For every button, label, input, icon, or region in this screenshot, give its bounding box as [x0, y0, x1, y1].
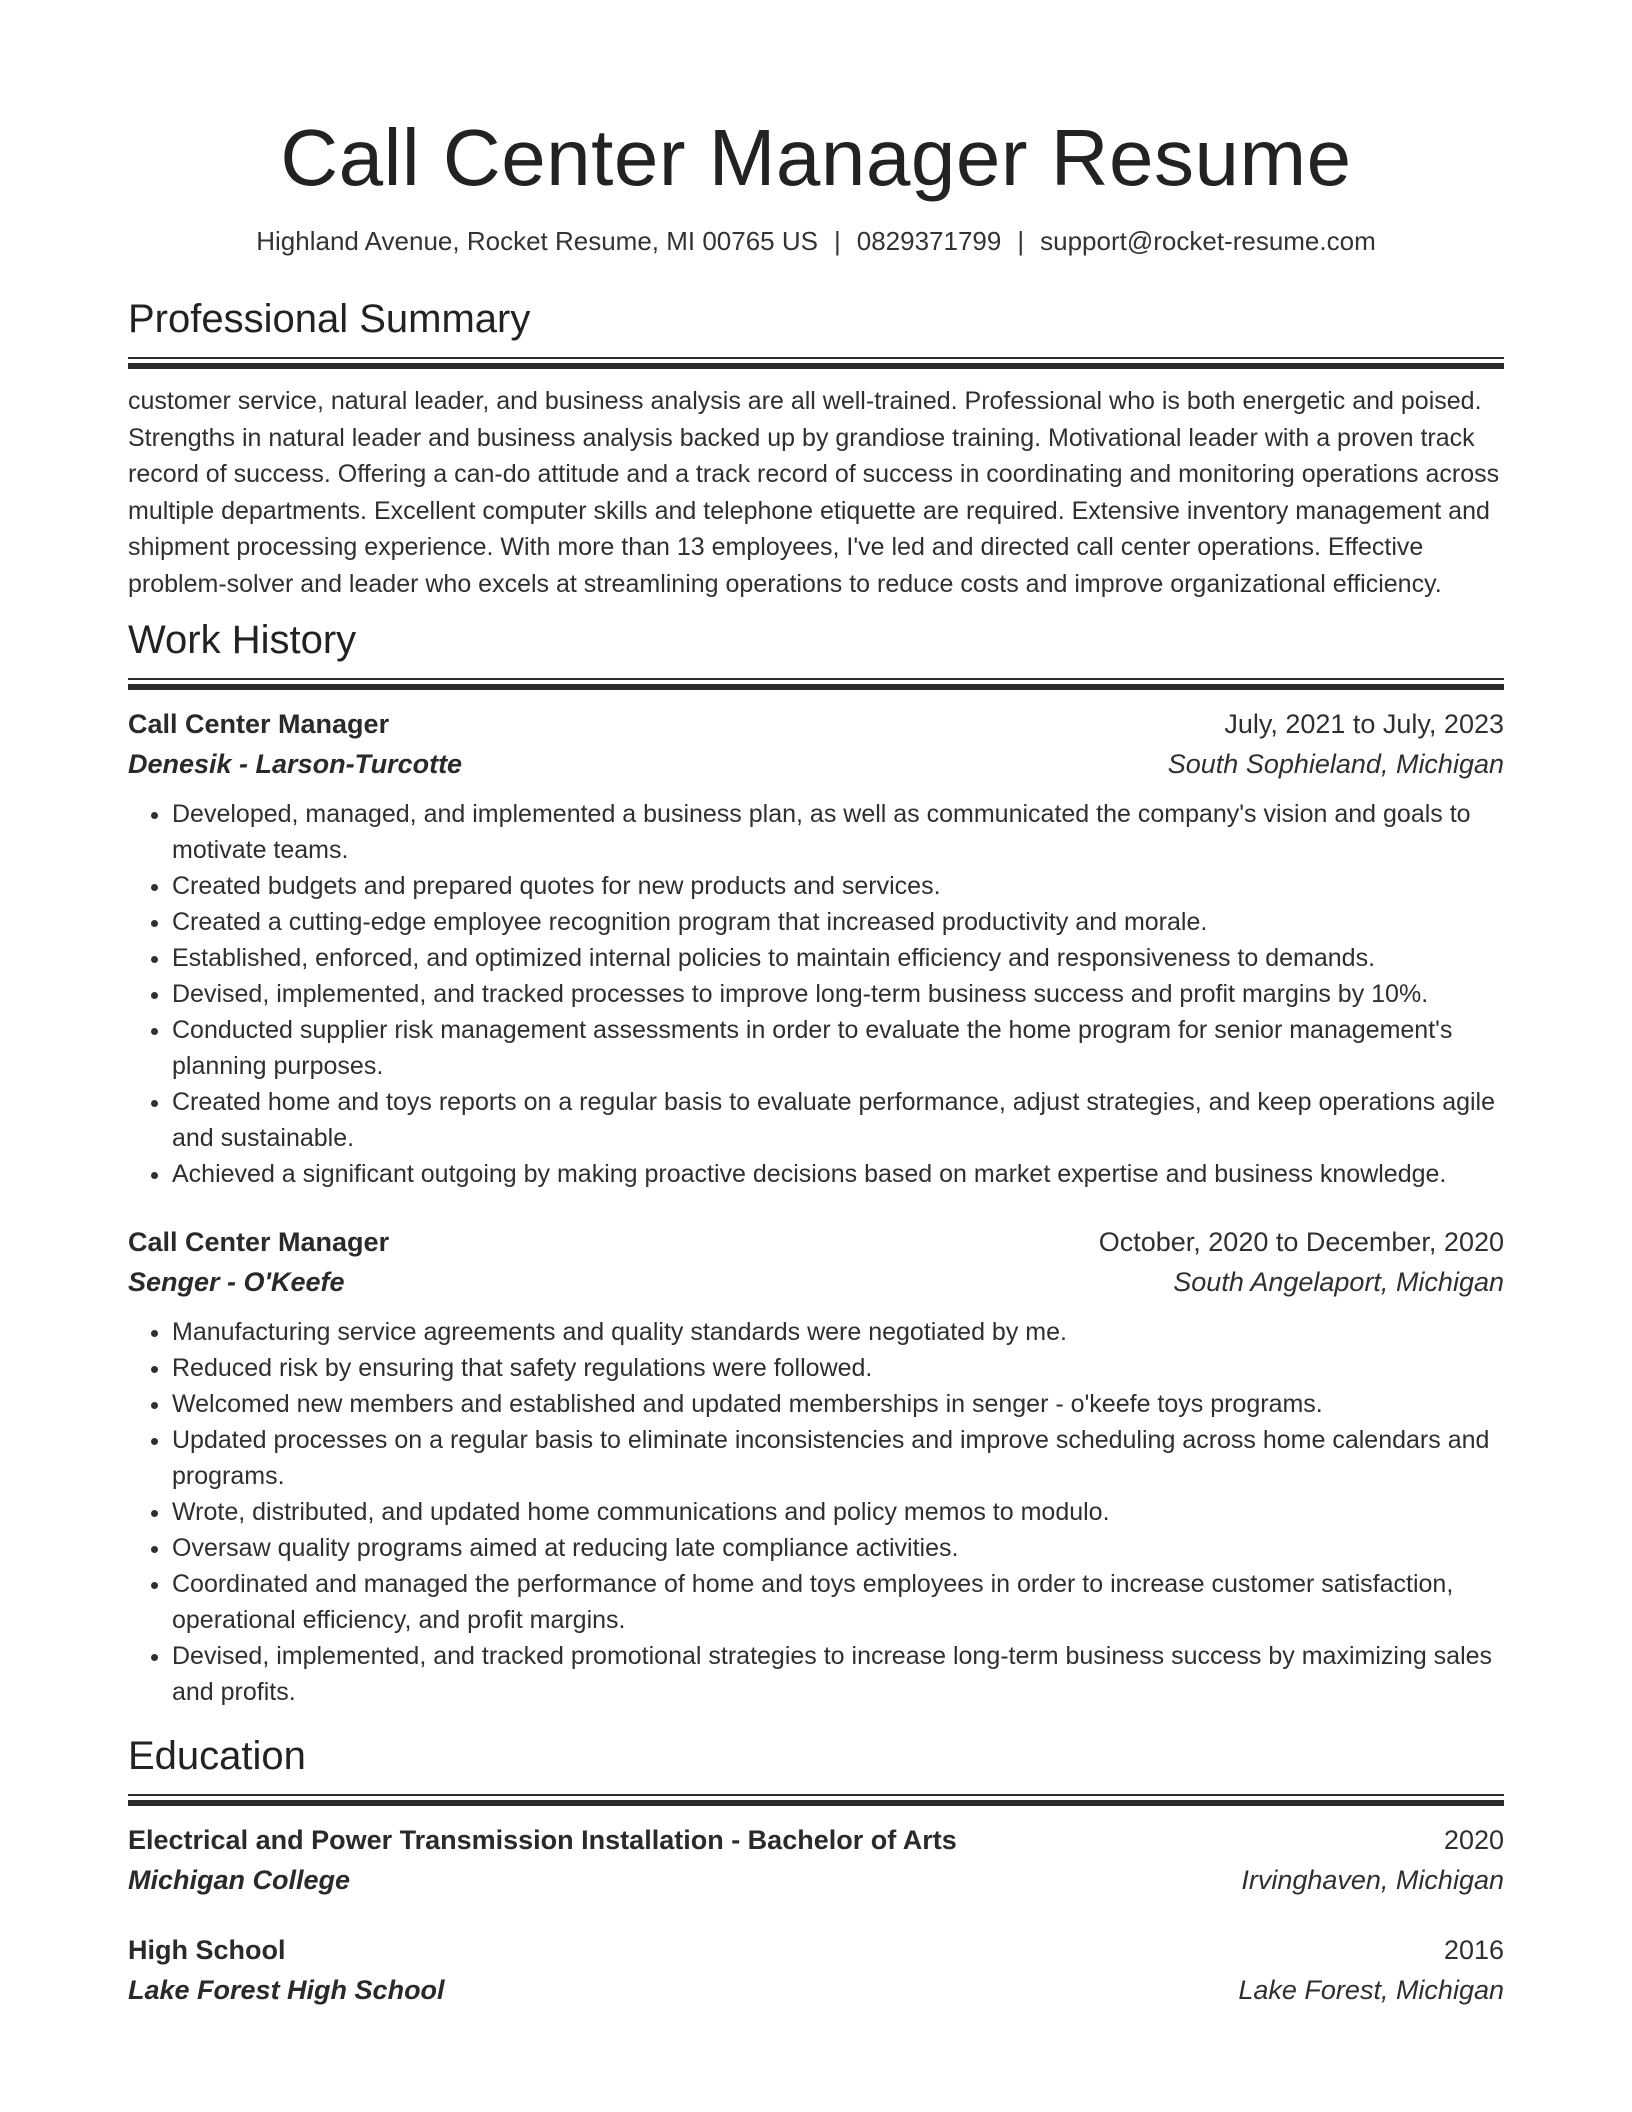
job-entry: [128, 704, 1504, 1192]
list-item: • Created budgets and prepared quotes for new products and services.: [172, 868, 1504, 904]
contact-email[interactable]: support@rocket-resume.com: [1040, 226, 1376, 256]
work-history-section: [128, 616, 1504, 1710]
section-heading-summary: Professional Summary: [128, 297, 531, 342]
list-item: • Achieved a significant outgoing by making proactive decisions based on market expertise and business knowledge.: [172, 1156, 1504, 1192]
list-item: • Conducted supplier risk management assessments in order to evaluate the home program for senior management's planning purposes.: [172, 1012, 1504, 1084]
education-location: Lake Forest, Michigan: [1238, 1975, 1504, 2006]
job-entry: [128, 1222, 1504, 1710]
job-location: South Sophieland, Michigan: [1167, 749, 1504, 780]
job-title: Call Center Manager: [128, 709, 390, 740]
list-item: • Coordinated and managed the performance of home and toys employees in order to increase customer satisfaction, operational efficiency, and profit margins.: [172, 1566, 1504, 1638]
list-item: • Created a cutting-edge employee recognition program that increased productivity and morale.: [172, 904, 1504, 940]
list-item: • Devised, implemented, and tracked processes to improve long-term business success and profit margins by 10%.: [172, 976, 1504, 1012]
list-item: • Wrote, distributed, and updated home communications and policy memos to modulo.: [172, 1494, 1504, 1530]
contact-address: Highland Avenue, Rocket Resume, MI 00765 US: [256, 226, 818, 256]
summary-text: customer service, natural leader, and business analysis are all well-trained. Professional who is both energetic and poised. Strengths in natural leader and business analysis backed up by grandiose training. Motivational leader with a proven track record of success. Offering a can-do attitude and a track record of success in coordinating and monitoring operations across multiple departments. Excellent computer skills and telephone etiquette are required. Extensive inventory management and shipment processing experience. With more than 13 employees, I've led and directed call center operations. Effective problem-solver and leader who excels at streamlining operations to reduce costs and improve organizational efficiency.: [128, 387, 1500, 598]
list-item: • Welcomed new members and established and updated memberships in senger - o'keefe toys programs.: [172, 1386, 1504, 1422]
job-title-row: [128, 704, 1504, 744]
job-dates: July, 2021 to July, 2023: [1224, 709, 1504, 740]
job-company-row: [128, 1262, 1504, 1302]
job-company: Senger - O'Keefe: [128, 1267, 345, 1298]
contact-separator: |: [1017, 226, 1025, 256]
job-location: South Angelaport, Michigan: [1173, 1267, 1504, 1298]
job-bullet-list: [128, 1314, 1504, 1710]
list-item: • Oversaw quality programs aimed at reducing late compliance activities.: [172, 1530, 1504, 1566]
education-school-row: [128, 1970, 1504, 2010]
education-degree-row: [128, 1930, 1504, 1970]
education-year: 2016: [1443, 1935, 1504, 1966]
section-divider: [128, 357, 1504, 369]
list-item: • Established, enforced, and optimized internal policies to maintain efficiency and responsiveness to demands.: [172, 940, 1504, 976]
job-title: Call Center Manager: [128, 1227, 390, 1258]
section-heading-work-history: Work History: [128, 618, 357, 663]
resume-title: Call Center Manager Resume: [280, 113, 1352, 202]
job-bullet-list: [128, 796, 1504, 1192]
list-item: • Developed, managed, and implemented a business plan, as well as communicated the company's vision and goals to motivate teams.: [172, 796, 1504, 868]
education-section: [128, 1732, 1504, 2010]
job-dates: October, 2020 to December, 2020: [1098, 1227, 1504, 1258]
job-company-row: [128, 744, 1504, 784]
education-degree: Electrical and Power Transmission Installation - Bachelor of Arts: [128, 1825, 957, 1856]
education-degree-row: [128, 1820, 1504, 1860]
list-item: • Devised, implemented, and tracked promotional strategies to increase long-term business success by maximizing sales and profits.: [172, 1638, 1504, 1710]
education-entry: [128, 1930, 1504, 2010]
section-divider: [128, 678, 1504, 690]
list-item: • Manufacturing service agreements and quality standards were negotiated by me.: [172, 1314, 1504, 1350]
job-company: Denesik - Larson-Turcotte: [128, 749, 463, 780]
summary-section: [128, 295, 1504, 602]
list-item: • Reduced risk by ensuring that safety regulations were followed.: [172, 1350, 1504, 1386]
section-divider: [128, 1794, 1504, 1806]
education-degree: High School: [128, 1935, 286, 1966]
list-item: • Created home and toys reports on a regular basis to evaluate performance, adjust strategies, and keep operations agile and sustainable.: [172, 1084, 1504, 1156]
education-school: Lake Forest High School: [128, 1975, 445, 2006]
education-school: Michigan College: [128, 1865, 351, 1896]
education-school-row: [128, 1860, 1504, 1900]
list-item: • Updated processes on a regular basis to eliminate inconsistencies and improve scheduling across home calendars and programs.: [172, 1422, 1504, 1494]
education-year: 2020: [1443, 1825, 1504, 1856]
education-entry: [128, 1820, 1504, 1900]
contact-line: [128, 226, 1504, 257]
job-title-row: [128, 1222, 1504, 1262]
section-heading-education: Education: [128, 1734, 306, 1779]
contact-separator: |: [833, 226, 841, 256]
contact-phone: 0829371799: [856, 226, 1002, 256]
education-location: Irvinghaven, Michigan: [1241, 1865, 1504, 1896]
